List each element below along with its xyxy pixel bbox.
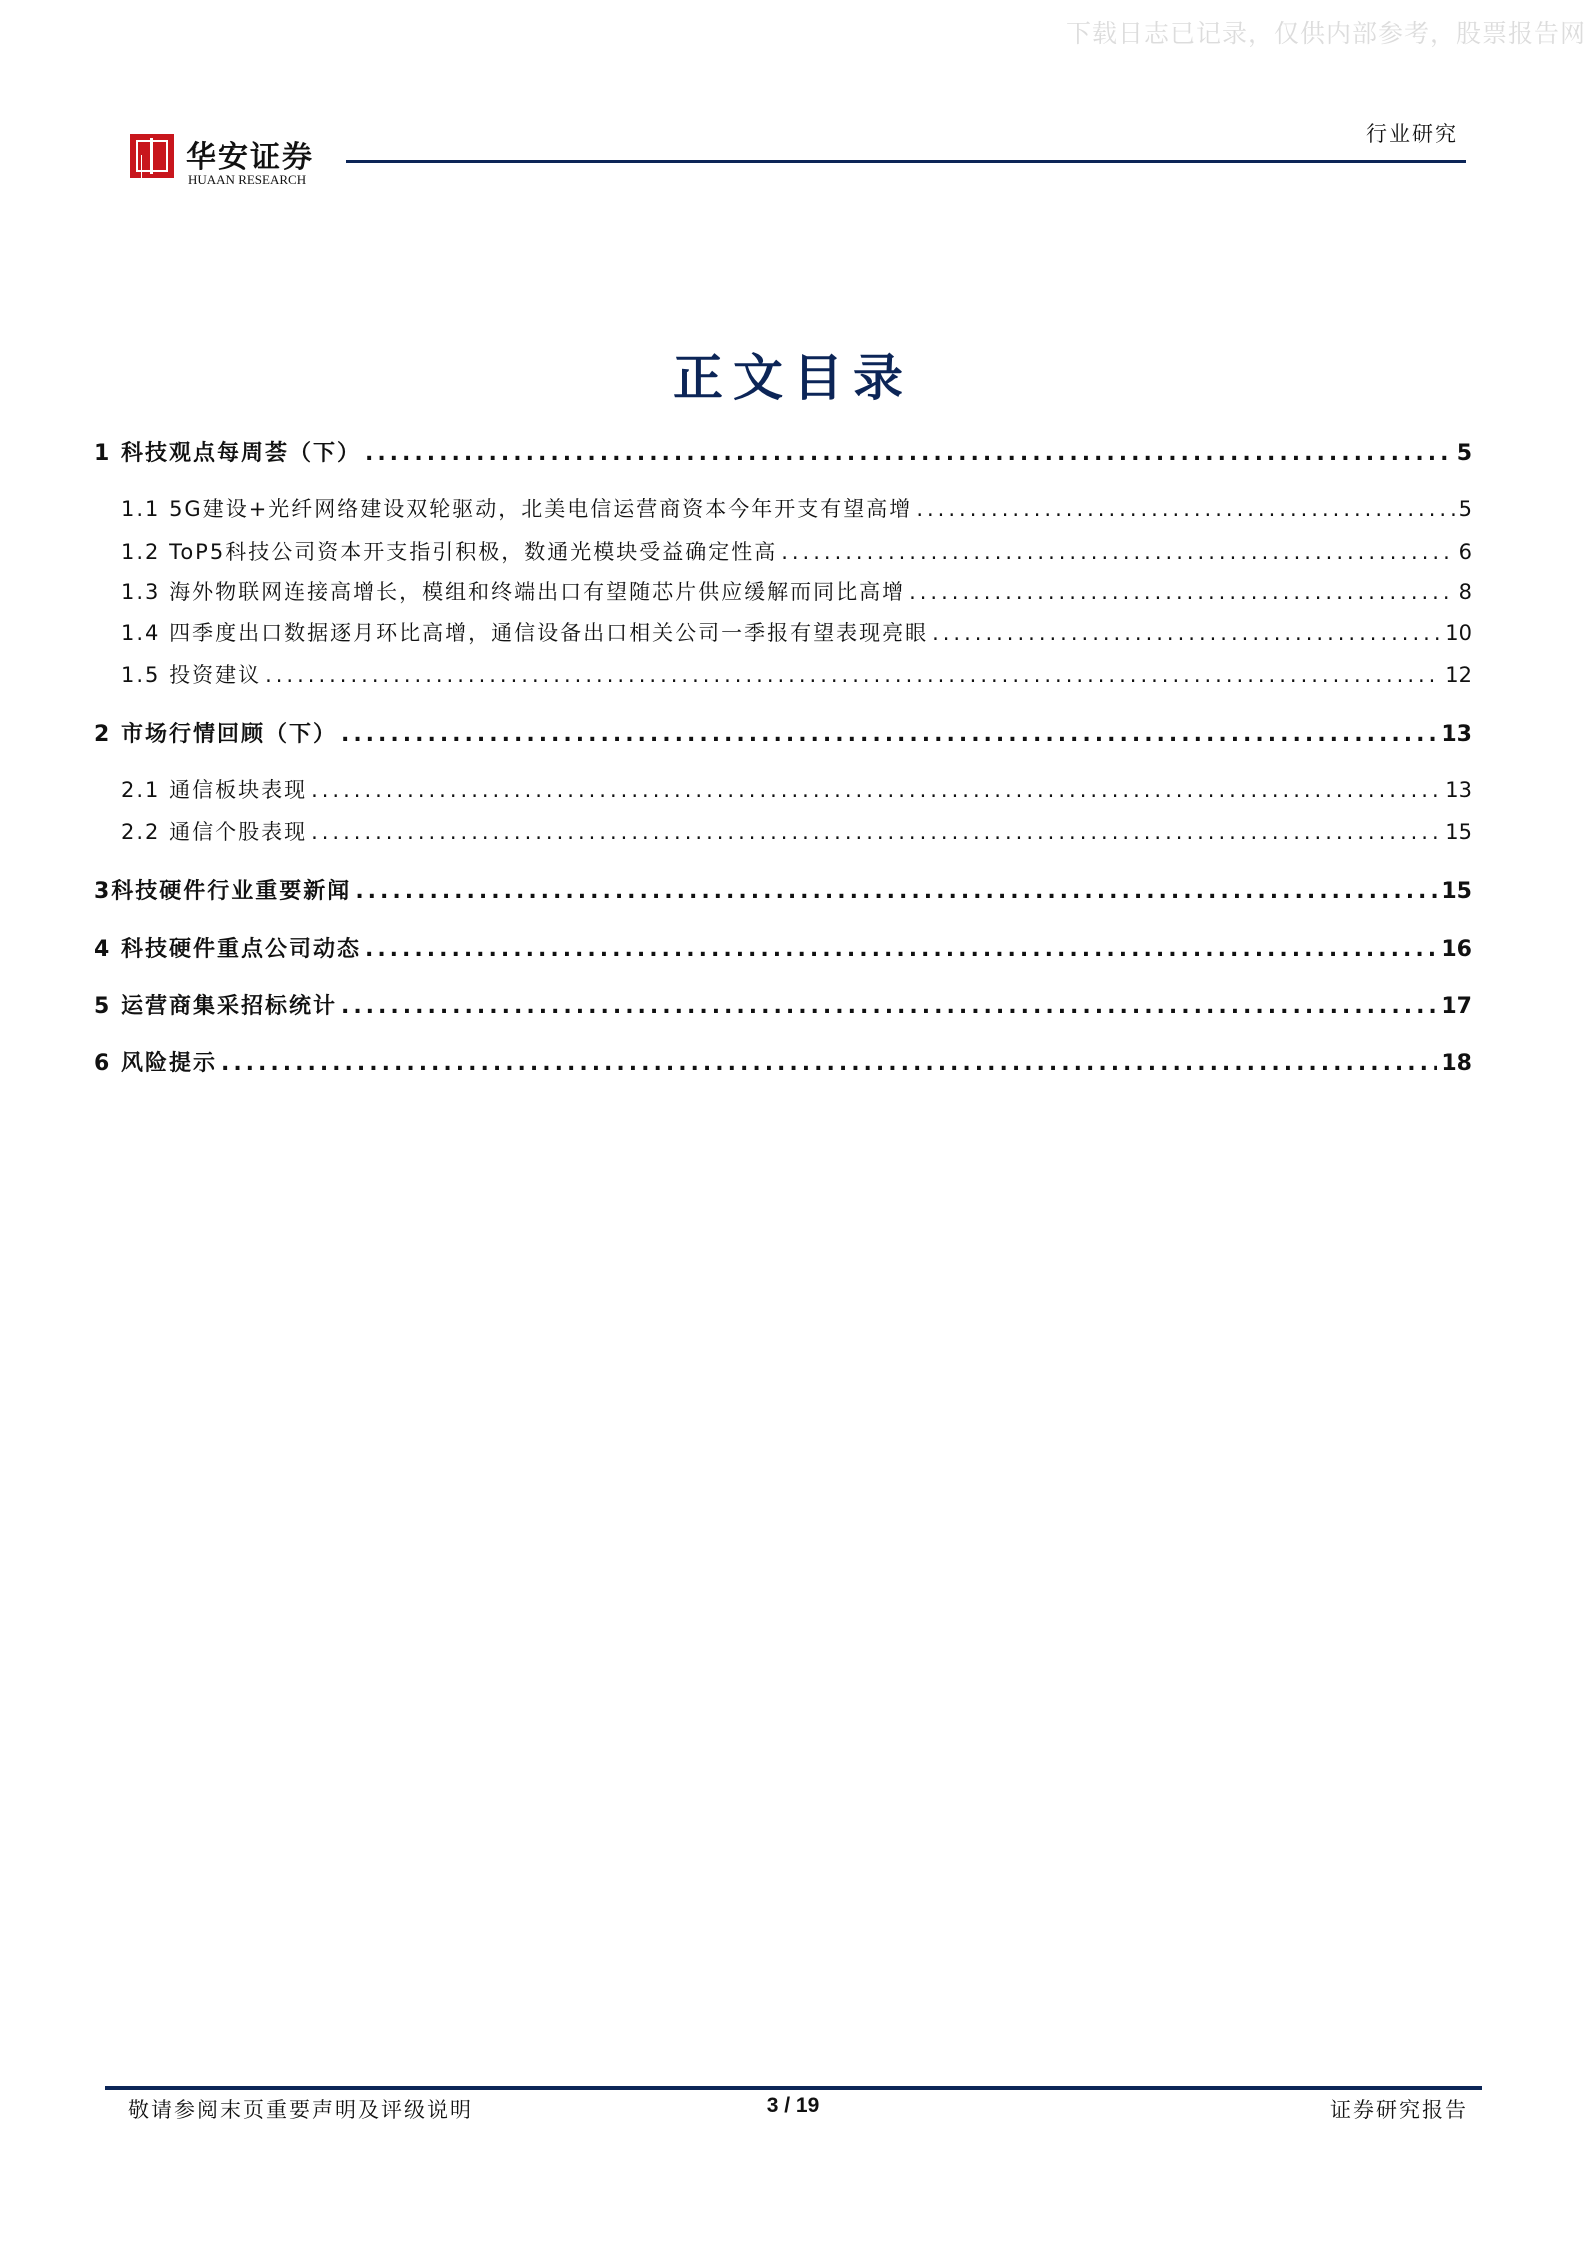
toc-entry[interactable] — [94, 989, 1472, 1019]
toc-entry-title[interactable]: 2 市场行情回顾（下） — [94, 722, 337, 747]
toc-entry[interactable] — [94, 874, 1472, 904]
dot-leader — [221, 1051, 1437, 1076]
dot-leader — [341, 994, 1437, 1019]
toc-entry-title[interactable]: 2.1 通信板块表现 — [121, 778, 308, 802]
toc-entry[interactable] — [121, 774, 1472, 804]
toc-entry-title[interactable]: 2.2 通信个股表现 — [121, 820, 308, 844]
toc-entry[interactable] — [121, 617, 1472, 647]
toc-entry[interactable] — [94, 717, 1472, 747]
toc-entry-title[interactable]: 1.5 投资建议 — [121, 663, 262, 687]
toc-entry-page[interactable]: 13 — [1441, 722, 1472, 747]
toc-entry-page[interactable]: 8 — [1458, 580, 1472, 604]
toc-entry[interactable] — [94, 1046, 1472, 1076]
dot-leader — [365, 937, 1437, 962]
dot-leader — [355, 879, 1437, 904]
toc-entry[interactable] — [121, 659, 1472, 689]
toc-entry-title[interactable]: 1 科技观点每周荟（下） — [94, 441, 361, 466]
dot-leader — [365, 441, 1453, 466]
company-logo — [130, 132, 320, 190]
toc-entry[interactable] — [94, 932, 1472, 962]
footer-disclaimer: 敬请参阅末页重要声明及评级说明 — [128, 2098, 473, 2122]
toc-entry[interactable] — [121, 493, 1472, 523]
toc-entry-title[interactable]: 3科技硬件行业重要新闻 — [94, 879, 352, 904]
toc-entry-page[interactable]: 16 — [1441, 937, 1472, 962]
toc-entry-page[interactable]: 13 — [1445, 778, 1472, 802]
logo-cn-text: 华安证券 — [186, 140, 314, 175]
toc-entry[interactable] — [94, 436, 1472, 466]
dot-leader — [916, 497, 1454, 521]
page-number: 3 / 19 — [766, 2094, 820, 2117]
toc-entry[interactable] — [121, 536, 1472, 566]
dot-leader — [909, 580, 1455, 604]
logo-en-text: HUAAN RESEARCH — [188, 172, 307, 187]
watermark: 下载日志已记录，仅供内部参考，股票报告网 — [1065, 19, 1586, 48]
dot-leader — [311, 820, 1441, 844]
dot-leader — [781, 540, 1454, 564]
toc-entry-title[interactable]: 1.2 ToP5科技公司资本开支指引积极，数通光模块受益确定性高 — [121, 540, 778, 564]
toc-entry-page[interactable]: 10 — [1445, 621, 1472, 645]
toc-entry-title[interactable]: 6 风险提示 — [94, 1051, 217, 1076]
dot-leader — [341, 722, 1437, 747]
footer-divider — [105, 2086, 1482, 2090]
toc-entry[interactable] — [121, 816, 1472, 846]
dot-leader — [311, 778, 1441, 802]
dot-leader — [932, 621, 1441, 645]
dot-leader — [265, 663, 1441, 687]
toc-entry-page[interactable]: 5 — [1456, 441, 1472, 466]
toc-entry-title[interactable]: 1.4 四季度出口数据逐月环比高增，通信设备出口相关公司一季报有望表现亮眼 — [121, 621, 929, 645]
toc-entry[interactable] — [121, 576, 1472, 606]
logo-mark-icon — [130, 134, 174, 178]
toc-entry-title[interactable]: 1.3 海外物联网连接高增长，模组和终端出口有望随芯片供应缓解而同比高增 — [121, 580, 906, 604]
header-divider — [346, 160, 1466, 163]
section-label: 行业研究 — [1366, 122, 1458, 146]
toc-entry-page[interactable]: 6 — [1458, 540, 1472, 564]
toc-entry-page[interactable]: 15 — [1445, 820, 1472, 844]
footer-doc-type: 证券研究报告 — [1330, 2098, 1468, 2122]
toc-entry-page[interactable]: 5 — [1458, 497, 1472, 521]
toc-entry-page[interactable]: 18 — [1441, 1051, 1472, 1076]
toc-entry-page[interactable]: 17 — [1441, 994, 1472, 1019]
toc-entry-page[interactable]: 12 — [1445, 663, 1472, 687]
page-title: 正文目录 — [673, 348, 913, 407]
toc-entry-page[interactable]: 15 — [1441, 879, 1472, 904]
toc-entry-title[interactable]: 4 科技硬件重点公司动态 — [94, 937, 361, 962]
toc-entry-title[interactable]: 5 运营商集采招标统计 — [94, 994, 337, 1019]
toc-entry-title[interactable]: 1.1 5G建设+光纤网络建设双轮驱动，北美电信运营商资本今年开支有望高增 — [121, 497, 913, 521]
